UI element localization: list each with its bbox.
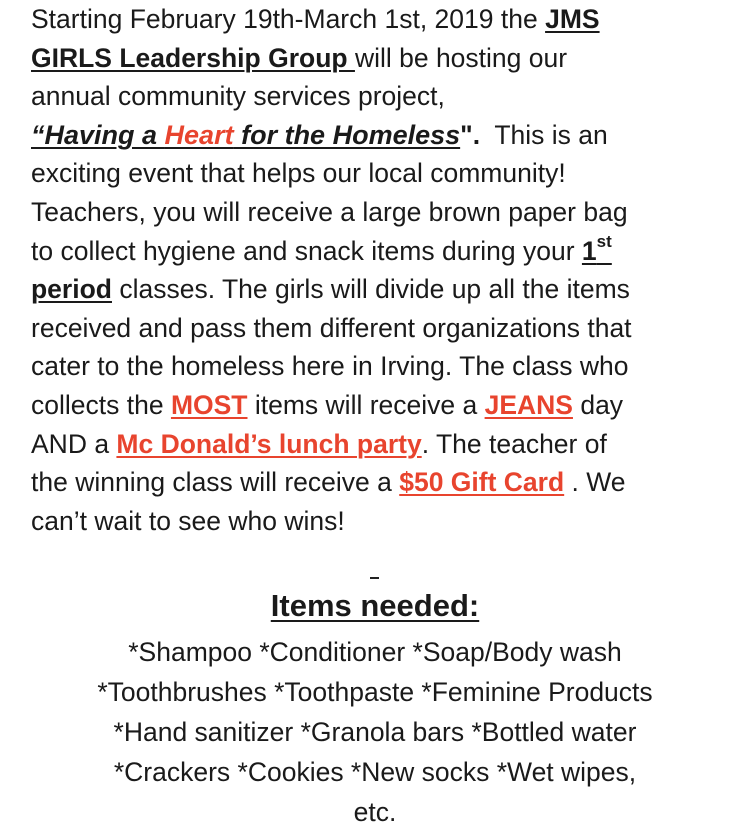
text-items-receive: items will receive a [247,389,485,420]
first-suffix: st [596,231,612,251]
event-title-heart: Heart [164,119,234,150]
items-line: *Toothbrushes *Toothpaste *Feminine Products [97,677,653,707]
gift-card-highlight: $50 Gift Card [399,467,565,498]
jeans-highlight: JEANS [484,389,573,420]
line-11 [31,386,731,425]
text-this-is: This is an [480,119,608,150]
items-list [0,632,750,832]
text-collects: collects the [31,389,171,420]
text-hosting: will be hosting our [354,42,568,73]
line-8 [31,270,731,309]
text-and-a: AND a [31,428,117,459]
items-line: *Hand sanitizer *Granola bars *Bottled water [113,717,637,747]
line-4 [31,116,731,155]
lunch-party-highlight: Mc Donald’s lunch party [116,428,422,459]
most-highlight: MOST [170,389,248,420]
text-received: received and pass them different organizations that [31,312,632,343]
line-6 [31,193,731,232]
line-13 [31,463,731,502]
text-irving: cater to the homeless here in Irving. The class who [31,351,629,382]
text-start: Starting February 19th-March 1st, 2019 the [31,4,546,34]
first-label [581,231,612,266]
items-heading: Items needed: [270,588,480,623]
text-day: day [572,389,624,420]
items-line: *Crackers *Cookies *New socks *Wet wipes, [113,757,637,787]
text-collect: to collect hygiene and snack items during your [31,235,582,266]
text-teacher-of: . The teacher of [421,428,607,459]
items-line: etc. [353,797,397,827]
text-project: annual community services project, [31,81,445,112]
line-9 [31,309,731,348]
event-title-open: “Having a [31,119,165,150]
separator-dash [370,577,379,579]
group-name-part-2: GIRLS Leadership Group [31,42,355,73]
text-wait: can’t wait to see who wins! [31,505,345,536]
line-14 [31,502,731,541]
text-we: . We [564,467,626,498]
line-3 [31,77,731,116]
line-12 [31,425,731,464]
line-1 [31,0,731,39]
group-name-part-1: JMS [545,4,600,34]
items-line: *Shampoo *Conditioner *Soap/Body wash [128,637,622,667]
line-5 [31,154,731,193]
text-teachers: Teachers, you will receive a large brown paper bag [31,196,628,227]
event-title-close: ". [460,119,481,150]
event-title-homeless: for the Homeless [233,119,461,150]
first-number: 1 [581,235,597,266]
period-label: period [31,274,112,305]
text-exciting: exciting event that helps our local community! [31,158,566,189]
text-winning-class: the winning class will receive a [31,467,400,498]
line-10 [31,347,731,386]
text-classes: classes. The girls will divide up all the items [111,274,630,305]
line-7 [31,232,731,271]
line-2 [31,39,731,78]
announcement-paragraph [31,0,731,540]
event-title [31,120,460,150]
